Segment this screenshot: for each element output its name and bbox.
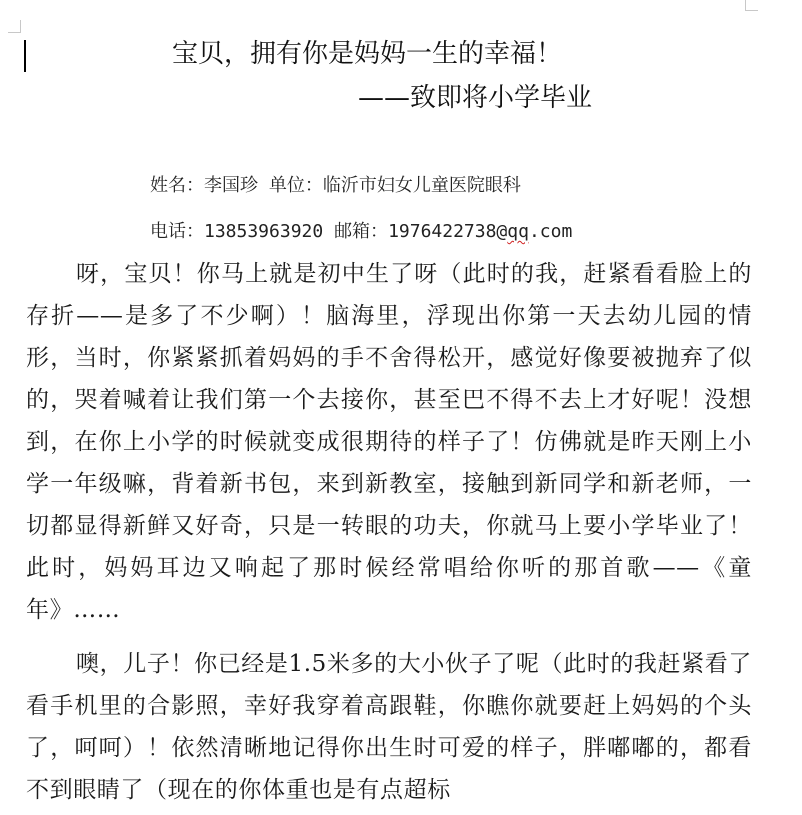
spellcheck-flagged-word[interactable]: qq — [507, 221, 529, 242]
name-label: 姓名： — [150, 175, 204, 196]
author-line[interactable] — [150, 174, 521, 198]
body-paragraph[interactable]: 呀，宝贝！你马上就是初中生了呀（此时的我，赶紧看看脸上的存折——是多了不少啊）！脑海里，浮现出你第一天去幼儿园的情形，当时，你紧紧抓着妈妈的手不舍得松开，感觉好像要被抛弃了似的，哭着喊着让我们第一个去接你，甚至巴不得不去上才好呢！没想到，在你上小学的时候就变成很期待的样子了！仿佛就是昨天刚上小学一年级嘛，背着新书包，来到新教室，接触到新同学和新老师，一切都显得新鲜又好奇，只是一转眼的功夫，你就马上要小学毕业了！此时，妈妈耳边又响起了那时候经常唱给你听的那首歌——《童年》…… — [26, 261, 752, 623]
phone-number: 13853963920 — [204, 221, 324, 242]
email-tail: .com — [528, 221, 573, 242]
body-paragraph[interactable]: 噢，儿子！你已经是1.5米多的大小伙子了呢（此时的我赶紧看了看手机里的合影照，幸好我穿着高跟鞋，你瞧你就要赶上妈妈的个头了，呵呵）！依然清晰地记得你出生时可爱的样子，胖嘟嘟的，都看不到眼睛了（现在的你体重也是有点超标 — [26, 651, 752, 803]
author-name: 李国珍 — [204, 175, 258, 196]
margin-corner-mark — [745, 0, 758, 11]
document-title[interactable]: 宝贝，拥有你是妈妈一生的幸福！ — [172, 39, 563, 69]
text-cursor — [24, 40, 26, 72]
document-subtitle[interactable]: ——致即将小学毕业 — [358, 83, 593, 113]
margin-corner-mark — [8, 20, 21, 33]
email-label: 邮箱： — [334, 221, 389, 242]
author-unit: 临沂市妇女儿童医院眼科 — [322, 175, 521, 196]
phone-label: 电话： — [150, 221, 204, 242]
email-user: 1976422738@ — [388, 221, 508, 242]
contact-line[interactable] — [150, 220, 572, 244]
unit-label: 单位： — [268, 175, 323, 196]
